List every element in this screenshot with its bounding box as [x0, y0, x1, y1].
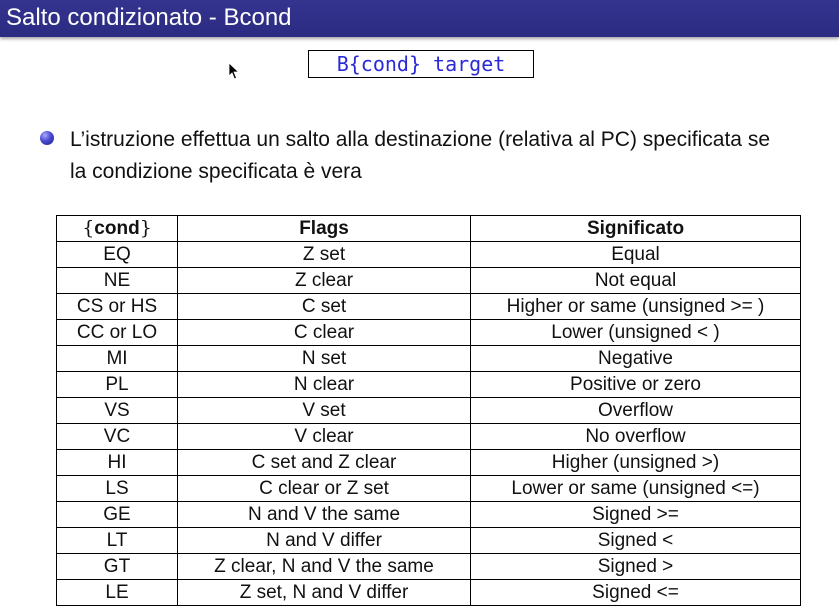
cell-meaning: Overflow: [471, 398, 801, 424]
cell-cond: VS: [57, 398, 178, 424]
cell-flags: C clear: [178, 320, 471, 346]
slide-title: Salto condizionato - Bcond: [6, 4, 292, 31]
cell-flags: V clear: [178, 424, 471, 450]
cell-cond: LE: [57, 580, 178, 606]
cell-flags: N set: [178, 346, 471, 372]
cell-meaning: Lower or same (unsigned <=): [471, 476, 801, 502]
header-meaning: Significato: [471, 216, 801, 242]
cell-cond: MI: [57, 346, 178, 372]
cell-flags: Z set, N and V differ: [178, 580, 471, 606]
cell-cond: LS: [57, 476, 178, 502]
cell-meaning: Higher (unsigned >): [471, 450, 801, 476]
cell-flags: V set: [178, 398, 471, 424]
cell-flags: Z clear, N and V the same: [178, 554, 471, 580]
table-row: [57, 424, 801, 450]
brace-open: {: [82, 217, 95, 239]
cell-meaning: Higher or same (unsigned >= ): [471, 294, 801, 320]
cell-flags: C clear or Z set: [178, 476, 471, 502]
cell-cond: GE: [57, 502, 178, 528]
brace-close: }: [139, 217, 152, 239]
syntax-box: B{cond} target: [308, 50, 534, 78]
cell-flags: N and V differ: [178, 528, 471, 554]
cell-meaning: Signed >=: [471, 502, 801, 528]
table-row: [57, 372, 801, 398]
table-row: [57, 502, 801, 528]
condition-table: [56, 215, 801, 606]
table-row: [57, 580, 801, 606]
cell-meaning: Lower (unsigned < ): [471, 320, 801, 346]
cell-meaning: No overflow: [471, 424, 801, 450]
title-bar: [0, 0, 839, 37]
cell-meaning: Signed <: [471, 528, 801, 554]
cell-flags: N and V the same: [178, 502, 471, 528]
cell-flags: N clear: [178, 372, 471, 398]
cell-cond: PL: [57, 372, 178, 398]
cell-flags: C set: [178, 294, 471, 320]
cell-cond: EQ: [57, 242, 178, 268]
cell-meaning: Signed >: [471, 554, 801, 580]
table-row: [57, 398, 801, 424]
cell-flags: Z set: [178, 242, 471, 268]
table-row: [57, 294, 801, 320]
cell-meaning: Not equal: [471, 268, 801, 294]
cell-meaning: Equal: [471, 242, 801, 268]
bullet-text: L’istruzione effettua un salto alla destinazione (relativa al PC) specificata se la condizione specificata è vera: [70, 128, 771, 183]
cell-flags: Z clear: [178, 268, 471, 294]
cell-cond: LT: [57, 528, 178, 554]
table-header-row: [57, 216, 801, 242]
cell-cond: CS or HS: [57, 294, 178, 320]
cell-meaning: Negative: [471, 346, 801, 372]
table-row: [57, 476, 801, 502]
cell-meaning: Signed <=: [471, 580, 801, 606]
table-row: [57, 528, 801, 554]
table-row: [57, 346, 801, 372]
cell-cond: HI: [57, 450, 178, 476]
mouse-pointer-icon: [228, 62, 240, 80]
cell-cond: NE: [57, 268, 178, 294]
table-row: [57, 554, 801, 580]
cell-flags: C set and Z clear: [178, 450, 471, 476]
cell-cond: VC: [57, 424, 178, 450]
table-row: [57, 450, 801, 476]
bullet-ball-icon: [40, 131, 54, 145]
header-cond-label: cond: [94, 218, 140, 239]
header-cond: [57, 216, 178, 242]
table-row: [57, 320, 801, 346]
table-row: [57, 242, 801, 268]
cell-cond: GT: [57, 554, 178, 580]
cell-cond: CC or LO: [57, 320, 178, 346]
header-flags: Flags: [178, 216, 471, 242]
table-body: [57, 242, 801, 606]
table-row: [57, 268, 801, 294]
cell-meaning: Positive or zero: [471, 372, 801, 398]
